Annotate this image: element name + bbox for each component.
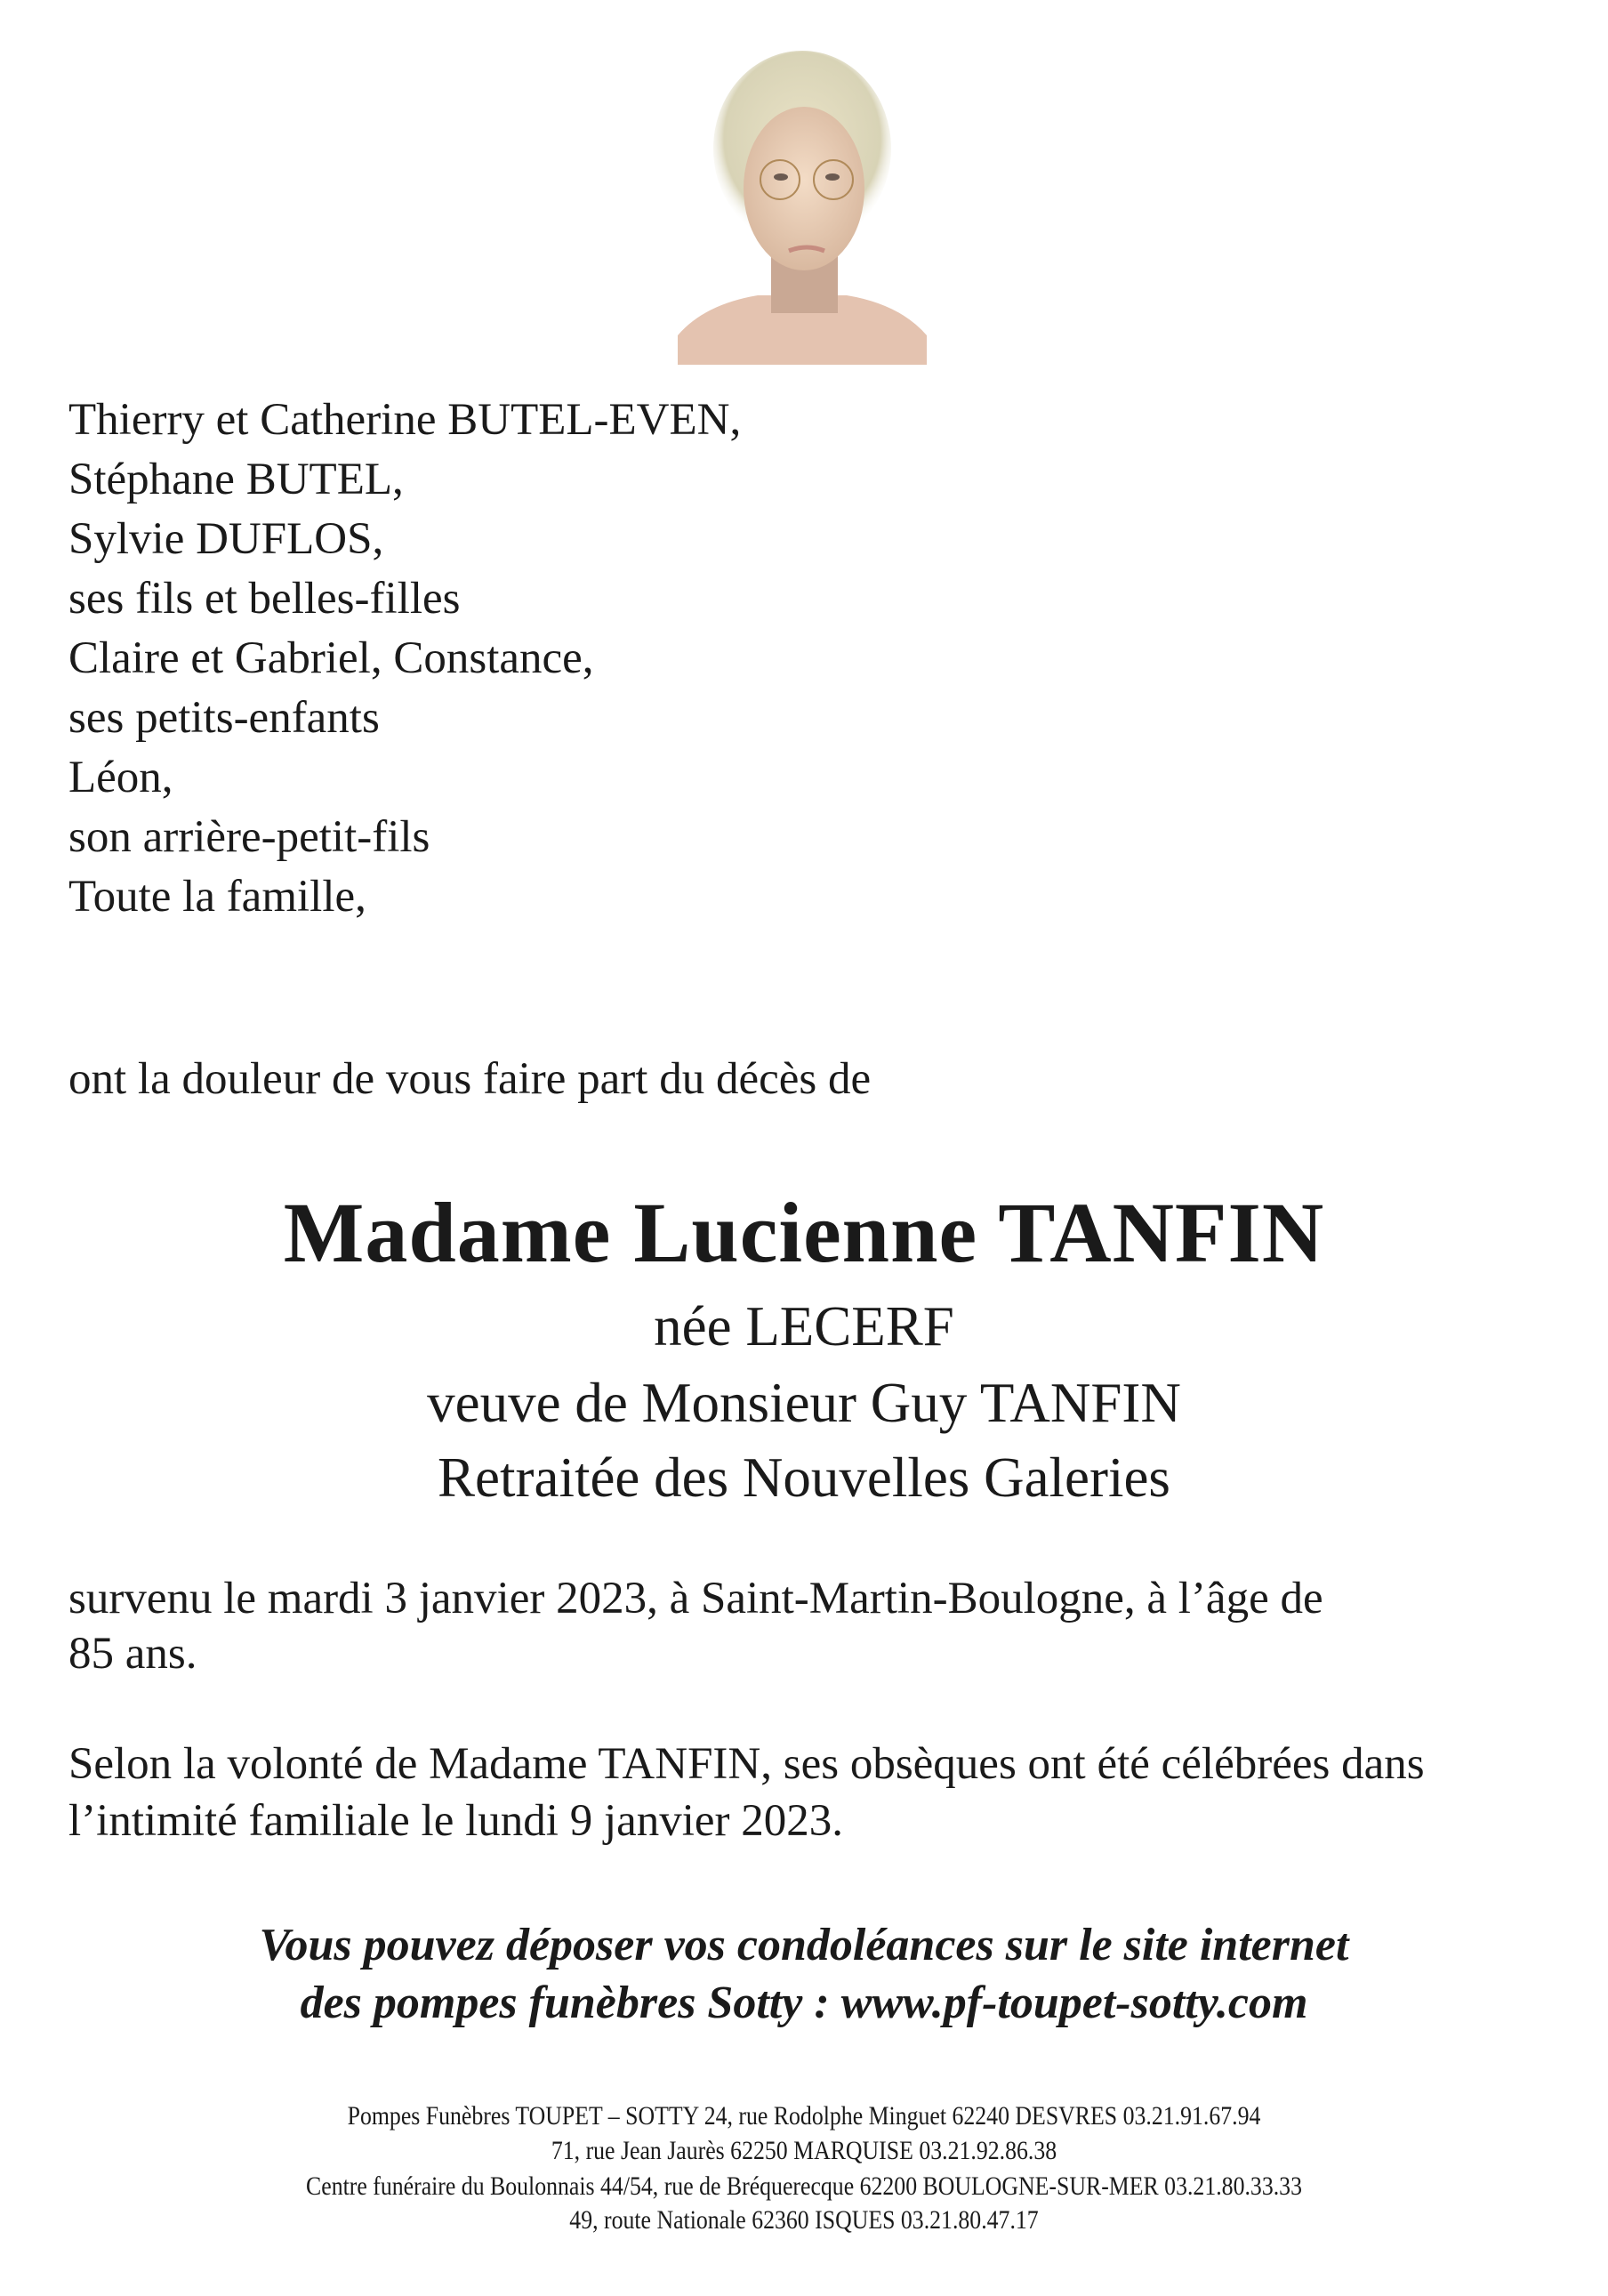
family-line: Toute la famille, <box>68 872 366 922</box>
family-line: Léon, <box>68 753 173 802</box>
footer-address: Centre funéraire du Boulonnais 44/54, rue de Bréquerecque 62200 BOULOGNE-SUR-MER 03.21.80.33.33 <box>306 2171 1302 2201</box>
family-line: Stéphane BUTEL, <box>68 455 404 504</box>
family-line: Claire et Gabriel, Constance, <box>68 633 594 683</box>
widow-of: veuve de Monsieur Guy TANFIN <box>427 1372 1181 1434</box>
family-line: ses petits-enfants <box>68 693 380 743</box>
funeral-details: Selon la volonté de Madame TANFIN, ses obsèques ont été célébrées dans <box>68 1739 1425 1789</box>
footer-address: 49, route Nationale 62360 ISQUES 03.21.80.47.17 <box>569 2205 1039 2235</box>
family-line: son arrière-petit-fils <box>68 812 430 862</box>
portrait-photo <box>678 37 927 365</box>
condolences-line: Vous pouvez déposer vos condoléances sur le site internet <box>259 1920 1349 1970</box>
death-details: survenu le mardi 3 janvier 2023, à Saint-Martin-Boulogne, à l’âge de <box>68 1574 1323 1623</box>
maiden-name: née LECERF <box>654 1295 954 1357</box>
deceased-name: Madame Lucienne TANFIN <box>283 1185 1325 1280</box>
condolences-link[interactable]: des pompes funèbres Sotty : www.pf-toupet-sotty.com <box>300 1978 1308 2028</box>
family-line: Thierry et Catherine BUTEL-EVEN, <box>68 395 742 445</box>
family-line: Sylvie DUFLOS, <box>68 514 384 564</box>
footer-address: Pompes Funèbres TOUPET – SOTTY 24, rue Rodolphe Minguet 62240 DESVRES 03.21.91.67.94 <box>347 2101 1261 2131</box>
announcement: ont la douleur de vous faire part du décès de <box>68 1054 872 1104</box>
occupation: Retraitée des Nouvelles Galeries <box>438 1446 1170 1509</box>
family-line: ses fils et belles-filles <box>68 574 461 624</box>
funeral-details-date: l’intimité familiale le lundi 9 janvier 2023. <box>68 1796 844 1846</box>
death-details-age: 85 ans. <box>68 1629 197 1679</box>
footer-address: 71, rue Jean Jaurès 62250 MARQUISE 03.21.92.86.38 <box>551 2136 1057 2165</box>
